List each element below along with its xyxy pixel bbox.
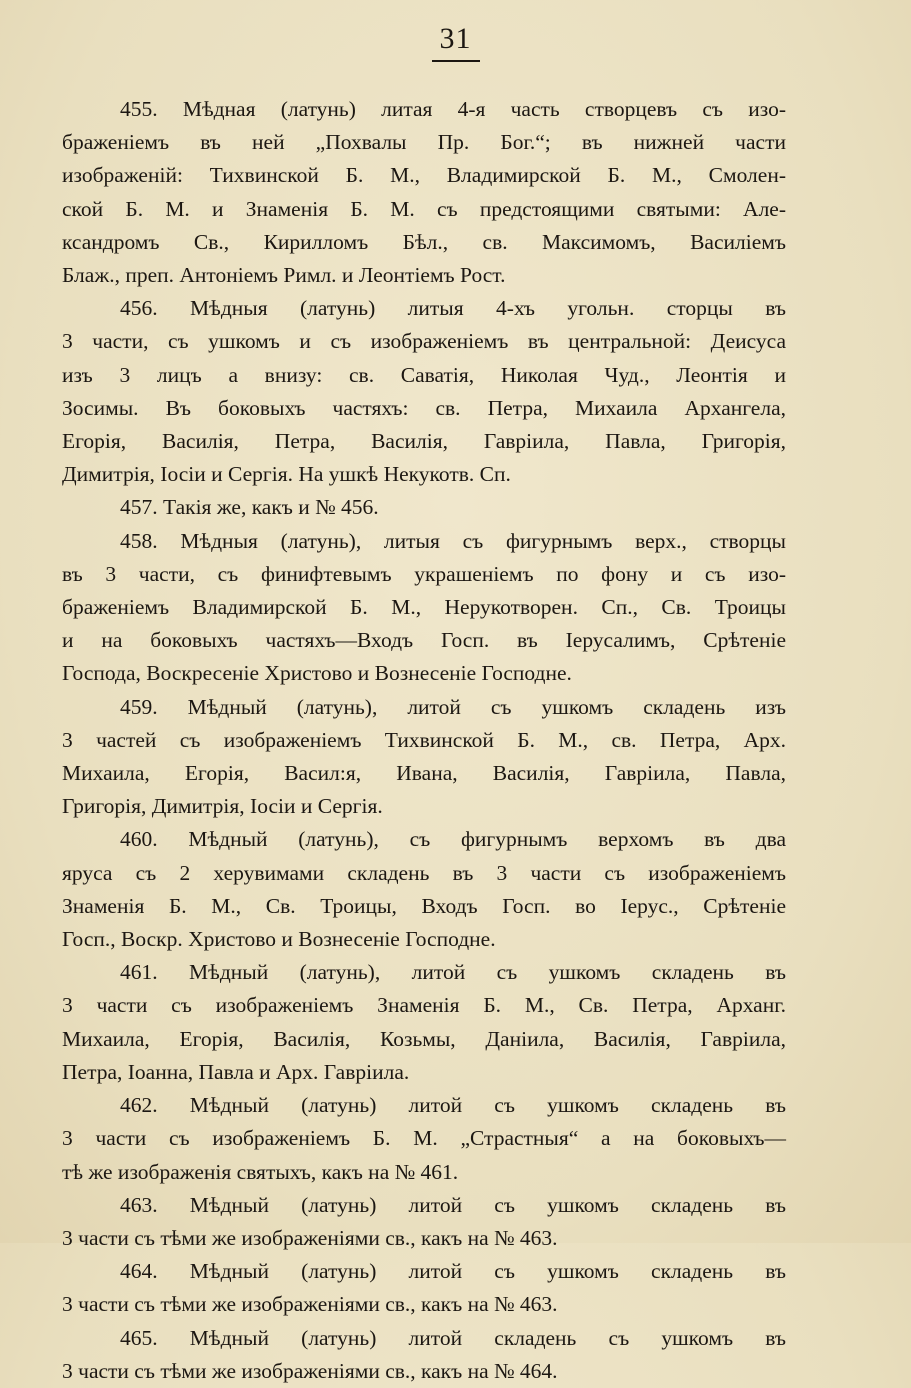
entry-line: ксандромъ Св., Кирилломъ Бѣл., св. Максимомъ, Василіемъ [62, 229, 786, 254]
entry-line: 3 части съ тѣми же изображеніями св., какъ на № 464. [62, 1358, 558, 1383]
entry-line: 3 частей съ изображеніемъ Тихвинской Б. М., св. Петра, Арх. [62, 727, 786, 752]
entry-line: 3 части съ тѣми же изображеніями св., какъ на № 463. [62, 1292, 558, 1317]
entry-line: изображеній: Тихвинской Б. М., Владимирской Б. М., Смолен- [62, 163, 786, 188]
entry-line: ской Б. М. и Знаменія Б. М. съ предстоящими святыми: Але- [62, 196, 786, 221]
entry-line: Госп., Воскр. Христово и Вознесеніе Господне. [62, 927, 496, 952]
entry-line: тѣ же изображенія святыхъ, какъ на № 461. [62, 1159, 459, 1184]
page-number-text: 31 [432, 22, 480, 62]
entry-line: 458. Мѣдныя (латунь), литыя съ фигурнымъ верх., створцы [120, 528, 786, 553]
page-number [0, 22, 911, 62]
entry-line: Знаменія Б. М., Св. Троицы, Входъ Госп. во Іерус., Срѣтеніе [62, 893, 786, 918]
entry-line: Егорія, Василія, Петра, Василія, Гавріила, Павла, Григорія, [62, 429, 786, 454]
entry-line: Димитрія, Іосіи и Сергія. На ушкѣ Некукотв. Сп. [62, 462, 511, 487]
catalog-entry [62, 1322, 786, 1388]
catalog-entry [62, 1189, 786, 1255]
entry-line: 464. Мѣдный (латунь) литой съ ушкомъ складень въ [120, 1259, 786, 1284]
entry-line: изъ 3 лицъ а внизу: св. Саватія, Николая Чуд., Леонтія и [62, 362, 786, 387]
entry-line: Петра, Іоанна, Павла и Арх. Гавріила. [62, 1059, 410, 1084]
entry-line: 460. Мѣдный (латунь), съ фигурнымъ верхомъ въ два [120, 827, 786, 852]
catalog-entry [62, 292, 786, 491]
catalog-entry [62, 491, 786, 524]
entry-line: Зосимы. Въ боковыхъ частяхъ: св. Петра, Михаила Архангела, [62, 395, 786, 420]
catalog-entry [62, 691, 786, 824]
entry-line: 456. Мѣдныя (латунь) литыя 4-хъ угольн. сторцы въ [120, 296, 786, 321]
document-body [62, 93, 786, 1388]
entry-line: и на боковыхъ частяхъ—Входъ Госп. въ Іерусалимъ, Срѣтеніе [62, 628, 786, 653]
entry-line: 455. Мѣдная (латунь) литая 4-я часть створцевъ съ изо- [120, 97, 786, 121]
catalog-entry [62, 525, 786, 691]
entry-line: Михаила, Егорія, Василія, Козьмы, Даніила, Василія, Гавріила, [62, 1026, 786, 1051]
entry-line: 463. Мѣдный (латунь) литой съ ушкомъ складень въ [120, 1192, 786, 1217]
entry-line: 462. Мѣдный (латунь) литой съ ушкомъ складень въ [120, 1093, 786, 1118]
entry-line: 3 части съ изображеніемъ Б. М. „Страстныя“ а на боковыхъ— [62, 1126, 786, 1151]
entry-line: 459. Мѣдный (латунь), литой съ ушкомъ складень изъ [120, 694, 786, 719]
entry-line: Григорія, Димитрія, Іосіи и Сергія. [62, 794, 383, 819]
catalog-entry [62, 1255, 786, 1321]
entry-line: 3 части съ тѣми же изображеніями св., какъ на № 463. [62, 1225, 558, 1250]
catalog-entry [62, 93, 786, 292]
catalog-entry [62, 823, 786, 956]
entry-line: 3 части съ изображеніемъ Знаменія Б. М., Св. Петра, Арханг. [62, 993, 786, 1018]
entry-line: Михаила, Егорія, Васил:я, Ивана, Василія, Гавріила, Павла, [62, 761, 786, 786]
entry-line: 465. Мѣдный (латунь) литой складень съ ушкомъ въ [120, 1325, 786, 1350]
entry-line: браженіемъ Владимирской Б. М., Нерукотворен. Сп., Св. Троицы [62, 595, 786, 620]
entry-line: Господа, Воскресеніе Христово и Вознесеніе Господне. [62, 661, 572, 686]
entry-line: 461. Мѣдный (латунь), литой съ ушкомъ складень въ [120, 960, 786, 985]
entry-line: Блаж., преп. Антоніемъ Римл. и Леонтіемъ Рост. [62, 263, 506, 288]
entry-line: браженіемъ въ ней „Похвалы Пр. Бог.“; въ нижней части [62, 130, 786, 155]
entry-line: яруса съ 2 херувимами складень въ 3 части съ изображеніемъ [62, 860, 786, 885]
entry-line: 457. Такія же, какъ и № 456. [120, 495, 379, 520]
catalog-entry [62, 1089, 786, 1189]
entry-line: 3 части, съ ушкомъ и съ изображеніемъ въ центральной: Деисуса [62, 329, 786, 354]
entry-line: въ 3 части, съ финифтевымъ украшеніемъ по фону и съ изо- [62, 561, 786, 586]
catalog-entry [62, 956, 786, 1089]
